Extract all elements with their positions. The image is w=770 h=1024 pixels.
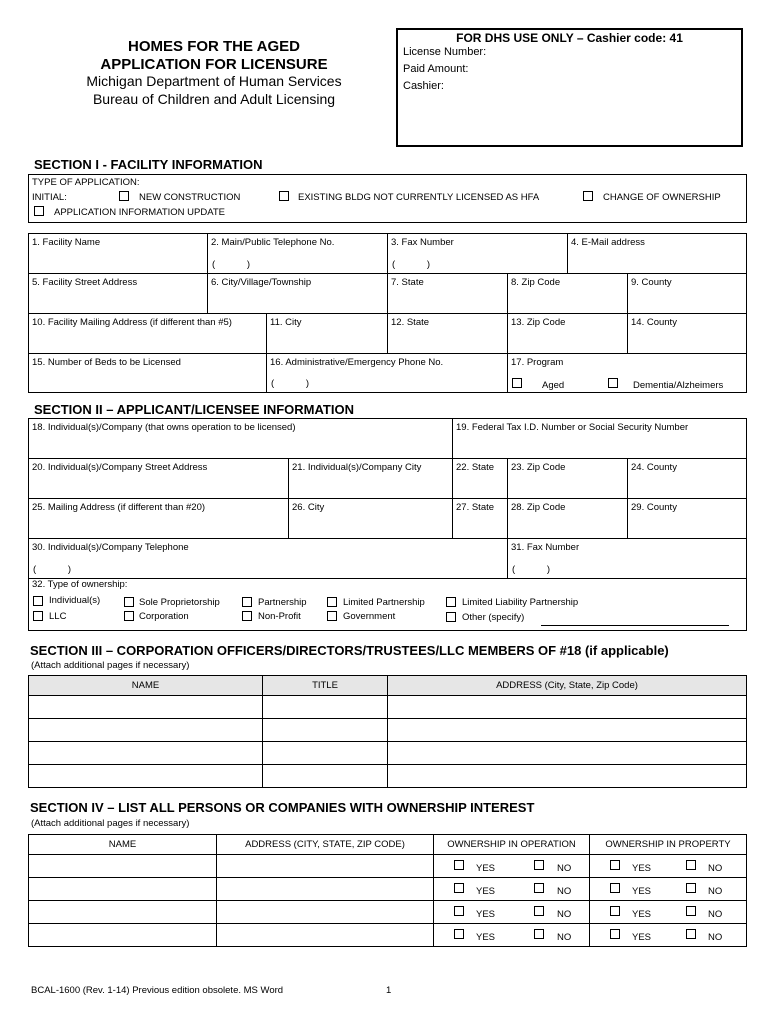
company-telephone-field[interactable]: 30. Individual(s)/Company Telephone ( ) (29, 539, 508, 579)
company-mailing-field[interactable]: 25. Mailing Address (if different than #20) (29, 499, 289, 539)
change-ownership-label: CHANGE OF OWNERSHIP (603, 192, 721, 203)
non-profit-label: Non-Profit (258, 611, 301, 622)
table-row: YES NO YES NO (29, 878, 747, 901)
zip-code-field[interactable]: 8. Zip Code (508, 274, 628, 314)
mailing-county-field[interactable]: 14. County (628, 314, 747, 354)
operation-yes-checkbox[interactable] (454, 860, 464, 870)
county-field[interactable]: 9. County (628, 274, 747, 314)
operation-yes-checkbox[interactable] (454, 883, 464, 893)
operation-yes-checkbox[interactable] (454, 929, 464, 939)
operation-yes-checkbox[interactable] (454, 906, 464, 916)
dementia-checkbox[interactable] (608, 378, 618, 388)
mailing-city-field[interactable]: 11. City (267, 314, 388, 354)
section-2-heading: SECTION II – APPLICANT/LICENSEE INFORMATION (34, 402, 354, 417)
ownership-col-operation: OWNERSHIP IN OPERATION (434, 835, 590, 855)
sole-proprietorship-label: Sole Proprietorship (139, 597, 220, 608)
table-row (29, 742, 747, 765)
page-number: 1 (386, 985, 392, 996)
email-field[interactable]: 4. E-Mail address (568, 234, 747, 274)
sole-proprietorship-checkbox[interactable] (124, 597, 134, 607)
corporation-label: Corporation (139, 611, 189, 622)
company-mailing-state-field[interactable]: 27. State (453, 499, 508, 539)
company-county-field[interactable]: 24. County (628, 459, 747, 499)
new-construction-checkbox[interactable] (119, 191, 129, 201)
partnership-label: Partnership (258, 597, 307, 608)
llp-label: Limited Liability Partnership (462, 597, 579, 608)
company-fax-field[interactable]: 31. Fax Number ( ) (508, 539, 747, 579)
aged-checkbox[interactable] (512, 378, 522, 388)
ownership-type-box (28, 578, 747, 631)
individual-label: Individual(s) (49, 595, 101, 606)
application-type-box (28, 174, 747, 223)
new-construction-label: NEW CONSTRUCTION (139, 192, 241, 203)
section-4-note: (Attach additional pages if necessary) (31, 818, 190, 829)
form-subtitle: APPLICATION FOR LICENSURE (100, 56, 328, 73)
operation-no-checkbox[interactable] (534, 906, 544, 916)
app-update-checkbox[interactable] (34, 206, 44, 216)
department-name: Michigan Department of Human Services (86, 73, 342, 89)
facility-info-grid (28, 233, 747, 393)
company-street-field[interactable]: 20. Individual(s)/Company Street Address (29, 459, 289, 499)
ownership-table (28, 834, 747, 947)
ownership-col-address: ADDRESS (CITY, STATE, ZIP CODE) (217, 835, 434, 855)
form-id: BCAL-1600 (Rev. 1-14) Previous edition obsolete. MS Word (31, 985, 284, 996)
main-telephone-field[interactable]: 2. Main/Public Telephone No. ( ) (208, 234, 388, 274)
section-1-heading: SECTION I - FACILITY INFORMATION (34, 157, 263, 172)
table-row: YES NO YES NO (29, 901, 747, 924)
company-state-field[interactable]: 22. State (453, 459, 508, 499)
property-no-checkbox[interactable] (686, 929, 696, 939)
ownership-col-name: NAME (29, 835, 217, 855)
operation-no-checkbox[interactable] (534, 929, 544, 939)
ownership-col-property: OWNERSHIP IN PROPERTY (590, 835, 747, 855)
government-checkbox[interactable] (327, 611, 337, 621)
facility-name-field[interactable]: 1. Facility Name (29, 234, 208, 274)
officers-col-title: TITLE (263, 676, 388, 696)
app-update-label: APPLICATION INFORMATION UPDATE (54, 207, 226, 218)
applicant-info-grid (28, 418, 747, 578)
limited-partnership-checkbox[interactable] (327, 597, 337, 607)
aged-label: Aged (542, 380, 565, 391)
other-label: Other (specify) (462, 612, 525, 623)
other-specify-line[interactable] (541, 625, 729, 626)
government-label: Government (343, 611, 396, 622)
initial-label: INITIAL: (32, 192, 67, 203)
llp-checkbox[interactable] (446, 597, 456, 607)
bureau-name: Bureau of Children and Adult Licensing (92, 91, 336, 107)
property-yes-checkbox[interactable] (610, 906, 620, 916)
llc-checkbox[interactable] (33, 611, 43, 621)
mailing-state-field[interactable]: 12. State (388, 314, 508, 354)
program-field: 17. Program Aged Dementia/Alzheimers (508, 354, 747, 393)
table-row (29, 765, 747, 788)
beds-field[interactable]: 15. Number of Beds to be Licensed (29, 354, 267, 393)
existing-bldg-label: EXISTING BLDG NOT CURRENTLY LICENSED AS HFA (298, 192, 540, 203)
operation-no-checkbox[interactable] (534, 883, 544, 893)
table-row: YES NO YES NO (29, 855, 747, 878)
dhs-use-only-box (396, 28, 743, 147)
section-3-note: (Attach additional pages if necessary) (31, 660, 190, 671)
change-ownership-checkbox[interactable] (583, 191, 593, 201)
partnership-checkbox[interactable] (242, 597, 252, 607)
ownership-type-label: 32. Type of ownership: (32, 579, 128, 590)
table-row (29, 696, 747, 719)
license-number-label: License Number: (403, 46, 487, 58)
mailing-address-field[interactable]: 10. Facility Mailing Address (if different than #5) (29, 314, 267, 354)
officers-table (28, 675, 747, 788)
table-row (29, 719, 747, 742)
company-zip-field[interactable]: 23. Zip Code (508, 459, 628, 499)
property-no-checkbox[interactable] (686, 906, 696, 916)
other-checkbox[interactable] (446, 612, 456, 622)
type-of-application-label: TYPE OF APPLICATION: (32, 177, 140, 188)
individual-checkbox[interactable] (33, 596, 43, 606)
limited-partnership-label: Limited Partnership (343, 597, 425, 608)
state-field[interactable]: 7. State (388, 274, 508, 314)
company-mailing-county-field[interactable]: 29. County (628, 499, 747, 539)
property-yes-checkbox[interactable] (610, 860, 620, 870)
admin-phone-field[interactable]: 16. Administrative/Emergency Phone No. ( ) (267, 354, 508, 393)
facility-street-field[interactable]: 5. Facility Street Address (29, 274, 208, 314)
owner-company-field[interactable]: 18. Individual(s)/Company (that owns operation to be licensed) (29, 419, 453, 459)
company-mailing-city-field[interactable]: 26. City (289, 499, 453, 539)
fax-number-field[interactable]: 3. Fax Number ( ) (388, 234, 568, 274)
dementia-label: Dementia/Alzheimers (633, 380, 724, 391)
paid-amount-label: Paid Amount: (403, 63, 469, 75)
tax-id-field[interactable]: 19. Federal Tax I.D. Number or Social Security Number (453, 419, 747, 459)
form-title: HOMES FOR THE AGED (128, 38, 300, 55)
property-no-checkbox[interactable] (686, 883, 696, 893)
table-row: YES NO YES NO (29, 924, 747, 947)
property-yes-checkbox[interactable] (610, 929, 620, 939)
company-city-field[interactable]: 21. Individual(s)/Company City (289, 459, 453, 499)
dhs-box-title: FOR DHS USE ONLY – Cashier code: 41 (456, 31, 683, 45)
officers-col-address: ADDRESS (City, State, Zip Code) (388, 676, 747, 696)
section-4-heading: SECTION IV – LIST ALL PERSONS OR COMPANIES WITH OWNERSHIP INTEREST (30, 800, 535, 815)
company-mailing-zip-field[interactable]: 28. Zip Code (508, 499, 628, 539)
officers-col-name: NAME (29, 676, 263, 696)
section-3-heading: SECTION III – CORPORATION OFFICERS/DIRECTORS/TRUSTEES/LLC MEMBERS OF #18 (if applicable) (30, 643, 669, 658)
non-profit-checkbox[interactable] (242, 611, 252, 621)
corporation-checkbox[interactable] (124, 611, 134, 621)
operation-no-checkbox[interactable] (534, 860, 544, 870)
mailing-zip-field[interactable]: 13. Zip Code (508, 314, 628, 354)
llc-label: LLC (49, 611, 67, 622)
city-village-field[interactable]: 6. City/Village/Township (208, 274, 388, 314)
existing-bldg-checkbox[interactable] (279, 191, 289, 201)
cashier-label: Cashier: (403, 80, 444, 92)
property-yes-checkbox[interactable] (610, 883, 620, 893)
property-no-checkbox[interactable] (686, 860, 696, 870)
